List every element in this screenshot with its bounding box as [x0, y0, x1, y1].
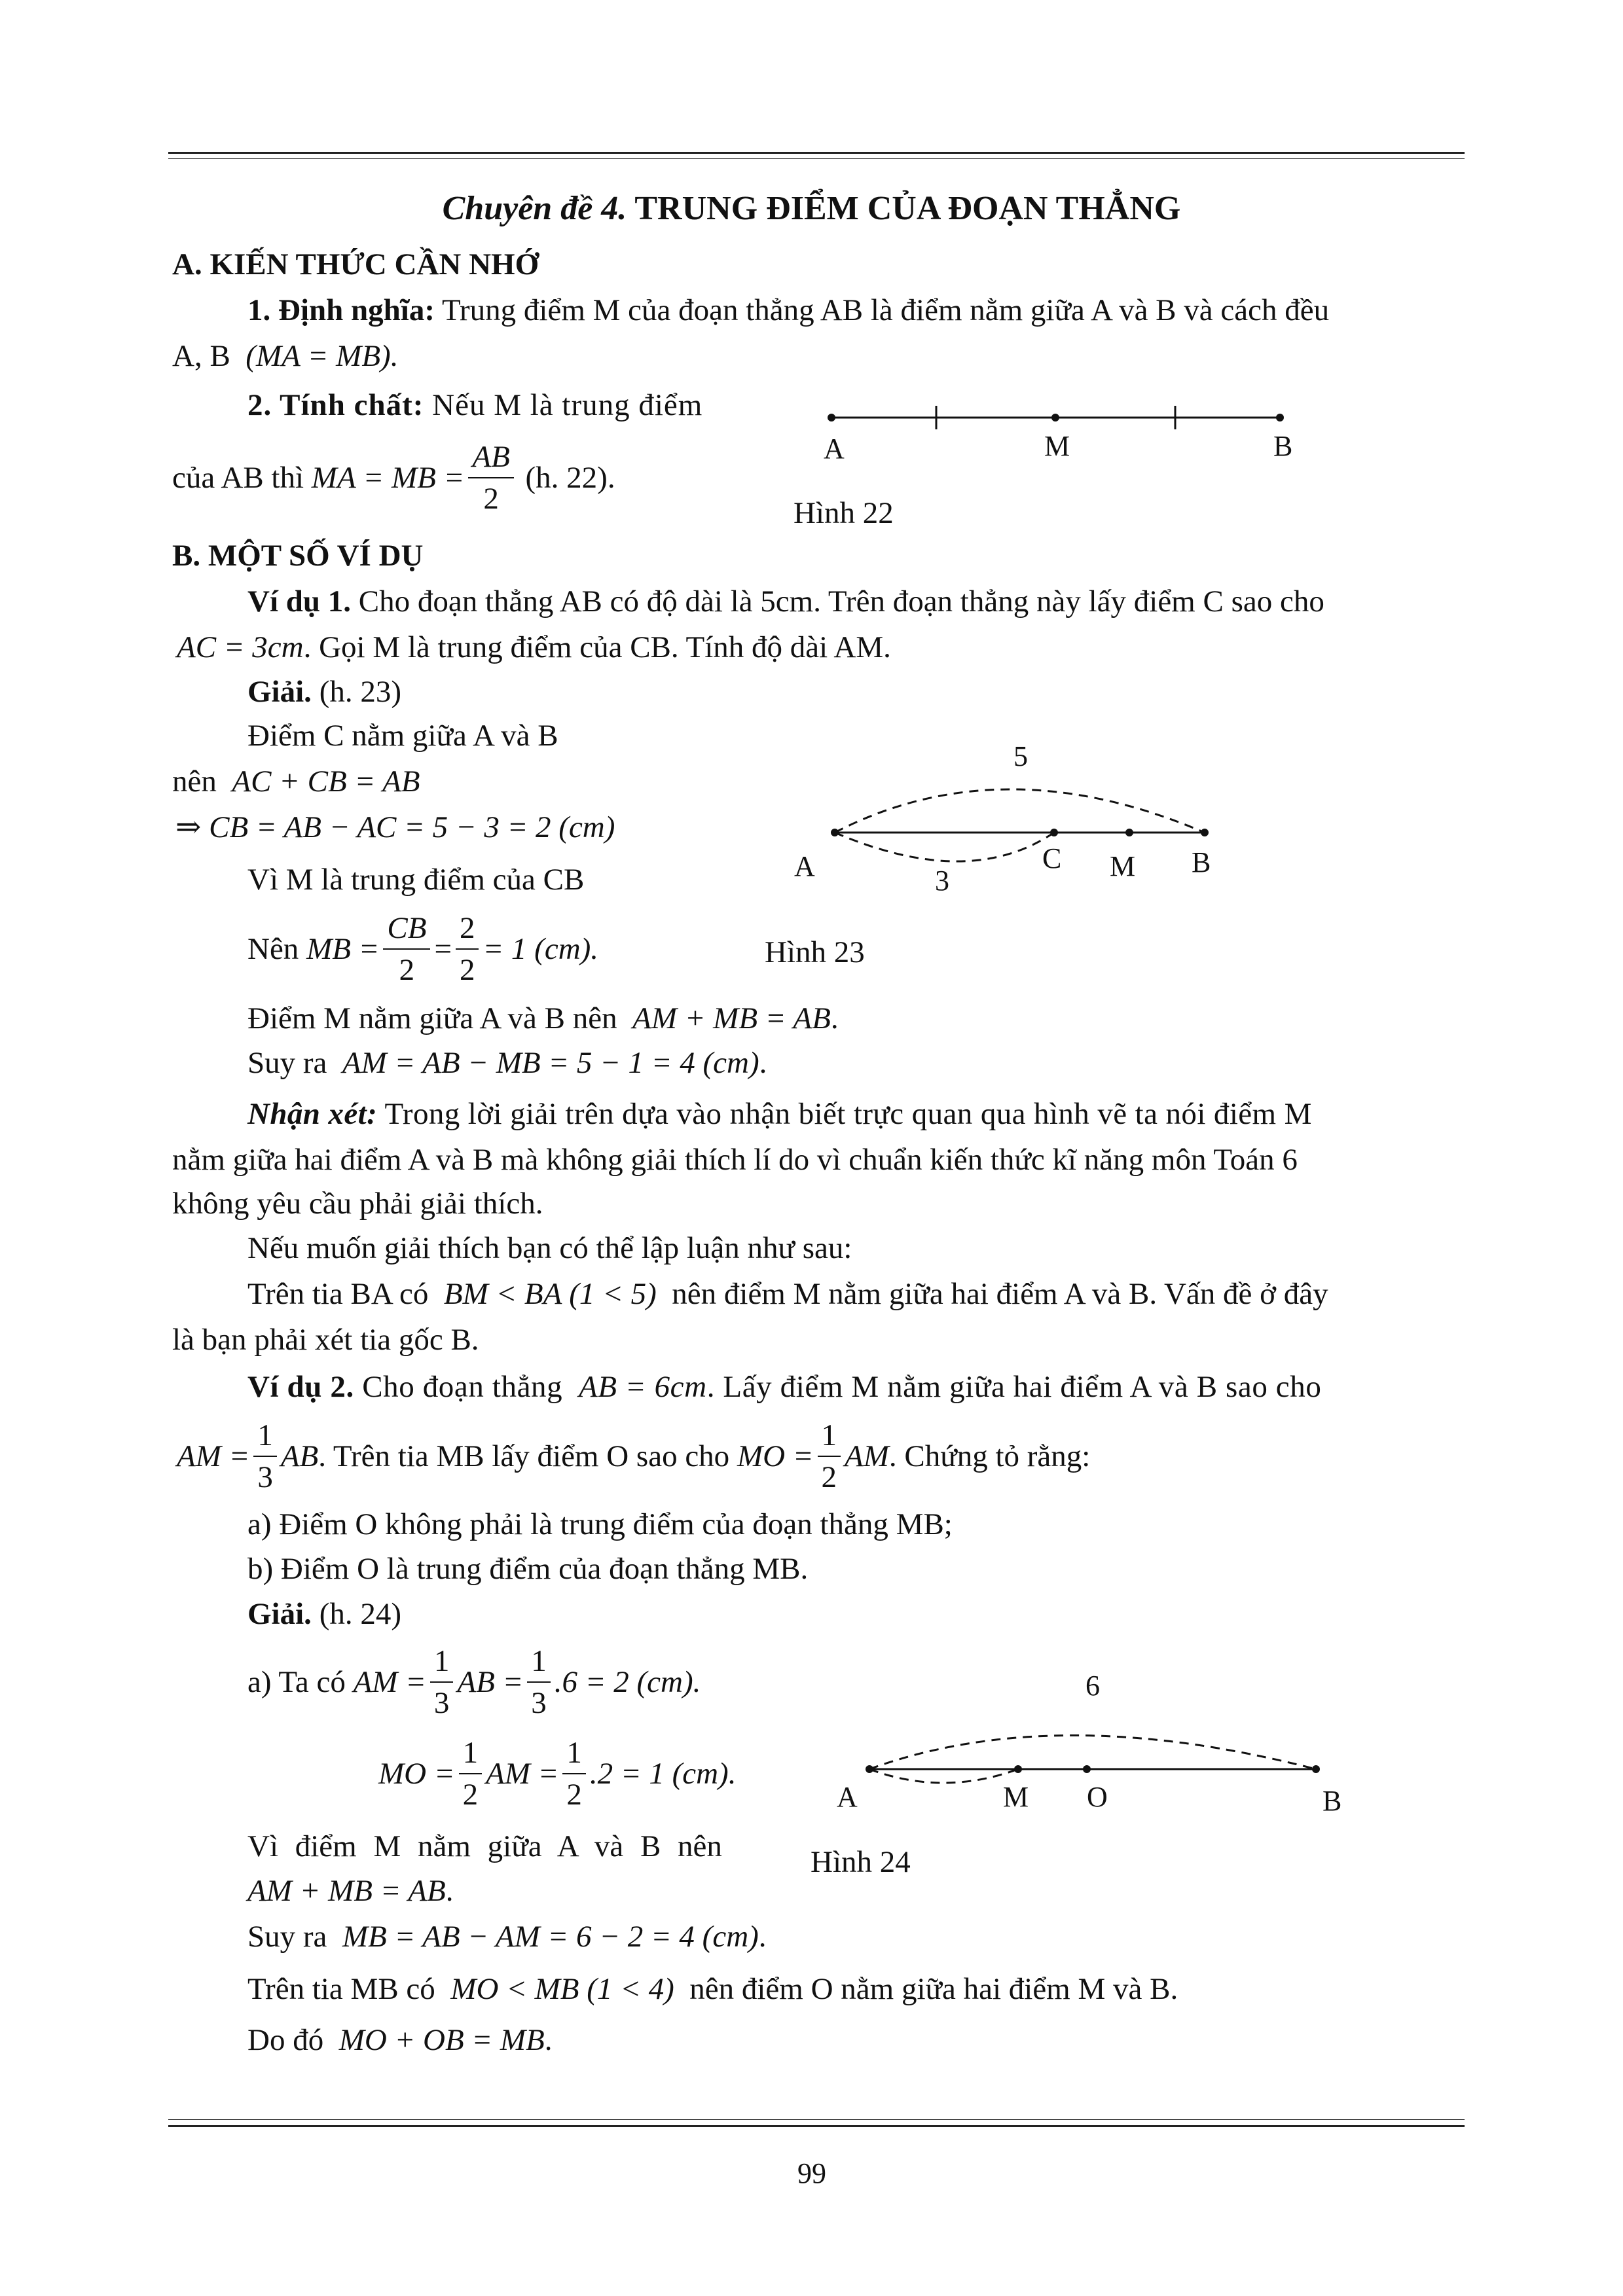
figure-24-svg [825, 1662, 1349, 1826]
definition-line-1 [247, 291, 1329, 329]
remark-line-3: không yêu cầu phải giải thích. [172, 1187, 543, 1221]
point-b [1201, 829, 1209, 836]
point-b [1276, 414, 1284, 422]
property-label: 2. Tính chất: [247, 388, 424, 422]
remark-label: Nhận xét: [247, 1097, 378, 1131]
label-b: B [1273, 430, 1293, 462]
label-length-5: 5 [1013, 740, 1028, 772]
example-2-sol-s6: Trên tia MB có MO < MB (1 < 4) nên điểm O nằm giữa hai điểm M và B. [247, 1972, 1178, 2006]
label-length-3: 3 [935, 865, 949, 897]
example-1-sol-l6: Điểm M nằm giữa A và B nên AM + MB = AB. [247, 1001, 839, 1035]
example-2-line-2: AM = $\frac{1}{3}$ AB . Trên tia MB lấy điểm O sao cho MO = $\frac{1}{2}$ AM . Chứng tỏ rằng: [177, 1414, 1090, 1499]
remark-line-2: nằm giữa hai điểm A và B mà không giải thích lí do vì chuẩn kiến thức kĩ năng môn Toán 6 [172, 1143, 1298, 1177]
bottom-rule-thick [168, 2125, 1465, 2127]
section-b-heading: B. MỘT SỐ VÍ DỤ [172, 539, 424, 573]
figure-23-svg [786, 733, 1257, 903]
arc-ab-dashed [869, 1736, 1316, 1770]
point-o [1083, 1765, 1091, 1773]
point-m [1125, 829, 1133, 836]
title-main: TRUNG ĐIỂM CỦA ĐOẠN THẲNG [634, 190, 1181, 227]
property-fraction: $\frac{AB}{2}$ [468, 437, 513, 519]
label-m: M [1110, 850, 1136, 882]
example-2-part-a: a) Điểm O không phải là trung điểm của đoạn thẳng MB; [247, 1507, 953, 1541]
definition-text: Trung điểm M của đoạn thẳng AB là điểm nằm giữa A và B và cách đều [441, 293, 1330, 327]
example-1-sol-l1: Điểm C nằm giữa A và B [247, 719, 558, 753]
figure-23 [786, 733, 1257, 903]
fraction-s2-2: $\frac{1}{2}$ [562, 1732, 586, 1815]
figure-22 [812, 393, 1309, 471]
top-rule-thin [168, 158, 1465, 159]
label-a: A [837, 1781, 858, 1813]
figure-22-svg [812, 393, 1309, 471]
example-1-sol-l5: Nên MB = $\frac{CB}{2}$ = $\frac{2}{2}$ = 1 (cm). [247, 906, 598, 992]
point-a [831, 829, 839, 836]
example-1-line-2: AC = 3cm. Gọi M là trung điểm của CB. Tính độ dài AM. [177, 630, 891, 664]
example-1-sol-l3: ⇒ CB = AB − AC = 5 − 3 = 2 (cm) [175, 810, 615, 844]
fraction-s1-2: $\frac{1}{3}$ [527, 1641, 551, 1723]
figure-24 [825, 1662, 1349, 1826]
label-a: A [824, 433, 845, 465]
example-2-sol-s7: Do đó MO + OB = MB. [247, 2023, 553, 2057]
example-2-part-b: b) Điểm O là trung điểm của đoạn thẳng MB. [247, 1552, 809, 1586]
remark-line-5: Trên tia BA có BM < BA (1 < 5) nên điểm M nằm giữa hai điểm A và B. Vấn đề ở đây [247, 1277, 1328, 1311]
example-2-sol-s1: a) Ta có AM = $\frac{1}{3}$ AB = $\frac{1}{3}$ .6 = 2 (cm). [247, 1640, 701, 1725]
title-chuyen: Chuyên đề 4. [442, 190, 627, 227]
figure-22-caption: Hình 22 [793, 496, 894, 530]
example-1-sol-l4: Vì M là trung điểm của CB [247, 863, 585, 897]
section-a-heading: A. KIẾN THỨC CẦN NHỚ [172, 247, 539, 281]
fraction-s1-1: $\frac{1}{3}$ [430, 1641, 454, 1723]
example-2-sol-s3: Vì điểm M nằm giữa A và B nên [247, 1829, 722, 1863]
label-m: M [1003, 1781, 1029, 1813]
label-length-6: 6 [1085, 1670, 1100, 1702]
point-m [1051, 414, 1059, 422]
example-2-sol-s4: AM + MB = AB. [247, 1874, 454, 1908]
example-1-line-1: Ví dụ 1. Cho đoạn thẳng AB có độ dài là 5cm. Trên đoạn thẳng này lấy điểm C sao cho [247, 584, 1324, 619]
example-2-label: Ví dụ 2. [247, 1370, 354, 1404]
definition-math: (MA = MB). [246, 339, 399, 373]
remark-line-1: Nhận xét: Trong lời giải trên dựa vào nhận biết trực quan qua hình vẽ ta nói điểm M [247, 1097, 1312, 1131]
point-m [1014, 1765, 1022, 1773]
figure-24-caption: Hình 24 [811, 1845, 911, 1879]
example-2-line-1: Ví dụ 2. Cho đoạn thẳng AB = 6cm. Lấy điểm M nằm giữa hai điểm A và B sao cho [247, 1370, 1322, 1404]
page-number: 99 [797, 2157, 826, 2189]
figure-23-caption: Hình 23 [765, 935, 865, 969]
label-b: B [1322, 1785, 1342, 1817]
label-a: A [794, 850, 815, 882]
remark-line-6: là bạn phải xét tia gốc B. [172, 1323, 479, 1357]
point-c [1050, 829, 1058, 836]
label-m: M [1044, 430, 1070, 462]
arc-am-dashed [869, 1769, 1018, 1783]
example-1-sol-l7: Suy ra AM = AB − MB = 5 − 1 = 4 (cm). [247, 1046, 767, 1080]
fraction-1-2: $\frac{1}{2}$ [818, 1415, 841, 1498]
fraction-cb-2: $\frac{CB}{2}$ [383, 908, 430, 990]
property-line-2: của AB thì MA = MB = $\frac{AB}{2}$ (h. 22). [172, 435, 615, 520]
example-2-sol-s2: MO = $\frac{1}{2}$ AM = $\frac{1}{2}$ .2 = 1 (cm). [378, 1731, 736, 1816]
fraction-2-2: $\frac{2}{2}$ [456, 908, 479, 990]
label-b: B [1192, 846, 1211, 878]
fraction-1-3: $\frac{1}{3}$ [253, 1415, 277, 1498]
example-2-solution-label: Giải. (h. 24) [247, 1597, 401, 1631]
point-a [828, 414, 835, 422]
definition-label: 1. Định nghĩa: [247, 293, 435, 327]
property-line-1: 2. Tính chất: Nếu M là trung điểm [247, 388, 703, 422]
example-1-sol-l2: nên AC + CB = AB [172, 764, 420, 798]
arc-ac-dashed [835, 833, 1054, 861]
top-rule-thick [168, 152, 1465, 154]
example-1-solution-label: Giải. (h. 23) [247, 675, 401, 709]
arc-ab-dashed [835, 789, 1205, 833]
page-title [0, 190, 1623, 228]
label-o: O [1087, 1781, 1108, 1813]
definition-line-2: A, B (MA = MB). [172, 339, 399, 373]
point-b [1312, 1765, 1320, 1773]
example-1-label: Ví dụ 1. [247, 584, 352, 619]
remark-line-4: Nếu muốn giải thích bạn có thể lập luận như sau: [247, 1231, 852, 1265]
example-2-sol-s5: Suy ra MB = AB − AM = 6 − 2 = 4 (cm). [247, 1920, 767, 1954]
bottom-rule-thin [168, 2119, 1465, 2120]
fraction-s2-1: $\frac{1}{2}$ [459, 1732, 483, 1815]
point-a [866, 1765, 873, 1773]
label-c: C [1042, 842, 1062, 874]
